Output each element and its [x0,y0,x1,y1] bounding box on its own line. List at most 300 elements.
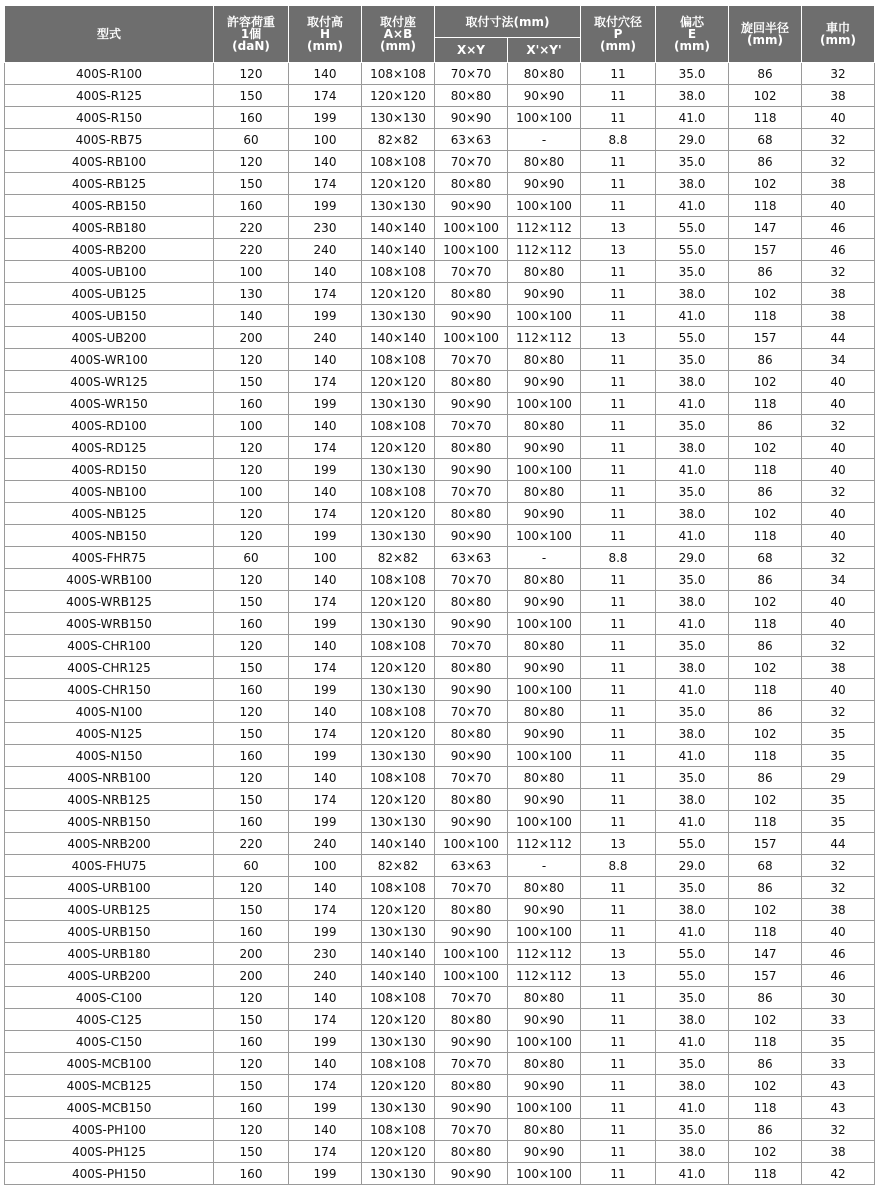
radius-cell: 118 [729,1097,802,1119]
height-cell: 174 [289,899,362,921]
radius-cell: 102 [729,899,802,921]
radius-cell: 86 [729,415,802,437]
offset-cell: 35.0 [656,767,729,789]
radius-cell: 102 [729,283,802,305]
offset-cell: 35.0 [656,415,729,437]
load-cell: 100 [214,415,289,437]
width-cell: 32 [802,701,875,723]
table-row [5,437,875,459]
offset-cell: 38.0 [656,1009,729,1031]
model-cell: 400S-R150 [5,107,214,129]
model-cell: 400S-R125 [5,85,214,107]
load-cell: 100 [214,481,289,503]
hole-cell: 11 [581,1119,656,1141]
height-cell: 140 [289,701,362,723]
mount-xy2-cell: - [508,855,581,877]
width-cell: 32 [802,635,875,657]
hole-cell: 11 [581,151,656,173]
hole-cell: 13 [581,943,656,965]
hole-cell: 11 [581,1141,656,1163]
base-cell: 130×130 [362,679,435,701]
mount-xy-cell: 100×100 [435,833,508,855]
model-cell: 400S-C150 [5,1031,214,1053]
mount-xy2-cell: 112×112 [508,239,581,261]
offset-cell: 41.0 [656,525,729,547]
height-cell: 174 [289,1075,362,1097]
hole-cell: 11 [581,569,656,591]
width-cell: 46 [802,217,875,239]
width-cell: 34 [802,569,875,591]
radius-cell: 118 [729,679,802,701]
width-cell: 32 [802,877,875,899]
mount-xy-cell: 90×90 [435,525,508,547]
base-cell: 108×108 [362,1119,435,1141]
base-cell: 120×120 [362,173,435,195]
mount-xy-cell: 70×70 [435,261,508,283]
base-cell: 130×130 [362,459,435,481]
model-cell: 400S-RB150 [5,195,214,217]
base-cell: 130×130 [362,393,435,415]
width-cell: 40 [802,613,875,635]
mount-xy-cell: 70×70 [435,349,508,371]
mount-xy-cell: 90×90 [435,195,508,217]
radius-cell: 102 [729,591,802,613]
base-cell: 120×120 [362,723,435,745]
height-cell: 174 [289,1009,362,1031]
base-cell: 130×130 [362,305,435,327]
hole-cell: 11 [581,305,656,327]
mount-xy-cell: 70×70 [435,635,508,657]
caster-spec-table [4,5,875,1185]
load-cell: 120 [214,635,289,657]
offset-cell: 41.0 [656,1031,729,1053]
table-row [5,789,875,811]
offset-cell: 38.0 [656,723,729,745]
table-row [5,657,875,679]
offset-cell: 41.0 [656,195,729,217]
offset-cell: 35.0 [656,1119,729,1141]
offset-cell: 35.0 [656,63,729,85]
col-mount-xy2-header: X'×Y' [508,38,581,63]
offset-cell: 29.0 [656,129,729,151]
width-cell: 40 [802,195,875,217]
col-height-header: 取付高 H (mm) [289,6,362,63]
table-row [5,217,875,239]
model-cell: 400S-NB125 [5,503,214,525]
load-cell: 60 [214,129,289,151]
table-row [5,591,875,613]
mount-xy2-cell: 80×80 [508,701,581,723]
base-cell: 120×120 [362,503,435,525]
load-cell: 200 [214,943,289,965]
width-cell: 29 [802,767,875,789]
load-cell: 120 [214,525,289,547]
table-row [5,173,875,195]
col-mount-xy-header: X×Y [435,38,508,63]
table-row [5,613,875,635]
hole-cell: 11 [581,1163,656,1185]
table-row [5,63,875,85]
model-cell: 400S-NRB125 [5,789,214,811]
radius-cell: 102 [729,503,802,525]
base-cell: 120×120 [362,283,435,305]
radius-cell: 68 [729,855,802,877]
hole-cell: 11 [581,85,656,107]
model-cell: 400S-RD150 [5,459,214,481]
mount-xy2-cell: 112×112 [508,965,581,987]
hole-cell: 11 [581,723,656,745]
table-row [5,855,875,877]
hole-cell: 11 [581,1009,656,1031]
radius-cell: 102 [729,723,802,745]
base-cell: 130×130 [362,1163,435,1185]
base-cell: 130×130 [362,525,435,547]
base-cell: 82×82 [362,129,435,151]
model-cell: 400S-RB125 [5,173,214,195]
mount-xy-cell: 80×80 [435,591,508,613]
offset-cell: 35.0 [656,261,729,283]
base-cell: 108×108 [362,767,435,789]
hole-cell: 11 [581,1053,656,1075]
model-cell: 400S-FHU75 [5,855,214,877]
mount-xy-cell: 80×80 [435,85,508,107]
col-model-header: 型式 [5,6,214,63]
width-cell: 38 [802,305,875,327]
mount-xy2-cell: 100×100 [508,745,581,767]
mount-xy-cell: 70×70 [435,1053,508,1075]
offset-cell: 55.0 [656,239,729,261]
height-cell: 174 [289,85,362,107]
mount-xy2-cell: 90×90 [508,437,581,459]
hole-cell: 11 [581,503,656,525]
height-cell: 240 [289,965,362,987]
mount-xy2-cell: 80×80 [508,1053,581,1075]
width-cell: 35 [802,789,875,811]
width-cell: 32 [802,855,875,877]
model-cell: 400S-N125 [5,723,214,745]
width-cell: 34 [802,349,875,371]
width-cell: 32 [802,481,875,503]
height-cell: 100 [289,855,362,877]
load-cell: 120 [214,569,289,591]
height-cell: 140 [289,987,362,1009]
width-cell: 44 [802,833,875,855]
model-cell: 400S-WR150 [5,393,214,415]
width-cell: 38 [802,283,875,305]
width-cell: 35 [802,723,875,745]
offset-cell: 55.0 [656,943,729,965]
load-cell: 60 [214,855,289,877]
height-cell: 174 [289,371,362,393]
mount-xy-cell: 70×70 [435,767,508,789]
mount-xy-cell: 70×70 [435,63,508,85]
mount-xy2-cell: 100×100 [508,459,581,481]
offset-cell: 41.0 [656,811,729,833]
table-row [5,811,875,833]
height-cell: 140 [289,1119,362,1141]
base-cell: 82×82 [362,855,435,877]
col-load-header: 許容荷重 1個 (daN) [214,6,289,63]
offset-cell: 55.0 [656,327,729,349]
mount-xy-cell: 80×80 [435,437,508,459]
width-cell: 32 [802,547,875,569]
radius-cell: 86 [729,349,802,371]
base-cell: 140×140 [362,239,435,261]
mount-xy-cell: 63×63 [435,129,508,151]
radius-cell: 157 [729,833,802,855]
hole-cell: 11 [581,767,656,789]
hole-cell: 11 [581,1097,656,1119]
table-row [5,415,875,437]
height-cell: 230 [289,217,362,239]
load-cell: 160 [214,393,289,415]
table-row [5,349,875,371]
model-cell: 400S-RD100 [5,415,214,437]
hole-cell: 8.8 [581,855,656,877]
load-cell: 120 [214,459,289,481]
load-cell: 160 [214,679,289,701]
mount-xy-cell: 100×100 [435,943,508,965]
mount-xy2-cell: 80×80 [508,635,581,657]
model-cell: 400S-C100 [5,987,214,1009]
hole-cell: 11 [581,679,656,701]
mount-xy-cell: 70×70 [435,701,508,723]
width-cell: 40 [802,921,875,943]
offset-cell: 41.0 [656,745,729,767]
load-cell: 150 [214,657,289,679]
base-cell: 120×120 [362,1075,435,1097]
load-cell: 150 [214,1009,289,1031]
height-cell: 140 [289,481,362,503]
base-cell: 108×108 [362,1053,435,1075]
width-cell: 40 [802,371,875,393]
offset-cell: 41.0 [656,921,729,943]
mount-xy2-cell: 90×90 [508,789,581,811]
table-row [5,151,875,173]
radius-cell: 118 [729,195,802,217]
mount-xy2-cell: 80×80 [508,481,581,503]
radius-cell: 118 [729,393,802,415]
load-cell: 160 [214,1163,289,1185]
width-cell: 33 [802,1009,875,1031]
mount-xy2-cell: 90×90 [508,591,581,613]
table-row [5,767,875,789]
radius-cell: 68 [729,129,802,151]
mount-xy2-cell: 90×90 [508,1141,581,1163]
hole-cell: 11 [581,283,656,305]
model-cell: 400S-PH125 [5,1141,214,1163]
base-cell: 120×120 [362,789,435,811]
hole-cell: 13 [581,833,656,855]
mount-xy-cell: 80×80 [435,1075,508,1097]
mount-xy-cell: 70×70 [435,987,508,1009]
base-cell: 108×108 [362,261,435,283]
model-cell: 400S-RD125 [5,437,214,459]
mount-xy-cell: 80×80 [435,283,508,305]
width-cell: 32 [802,1119,875,1141]
width-cell: 42 [802,1163,875,1185]
table-row [5,635,875,657]
mount-xy-cell: 100×100 [435,239,508,261]
radius-cell: 86 [729,261,802,283]
radius-cell: 157 [729,239,802,261]
mount-xy-cell: 80×80 [435,1009,508,1031]
load-cell: 100 [214,261,289,283]
col-width-header: 車巾 (mm) [802,6,875,63]
model-cell: 400S-R100 [5,63,214,85]
model-cell: 400S-UB200 [5,327,214,349]
offset-cell: 35.0 [656,481,729,503]
load-cell: 150 [214,591,289,613]
offset-cell: 41.0 [656,1163,729,1185]
mount-xy-cell: 70×70 [435,569,508,591]
table-row [5,107,875,129]
base-cell: 140×140 [362,833,435,855]
load-cell: 120 [214,1053,289,1075]
width-cell: 38 [802,85,875,107]
radius-cell: 86 [729,701,802,723]
hole-cell: 11 [581,745,656,767]
base-cell: 130×130 [362,613,435,635]
width-cell: 35 [802,1031,875,1053]
width-cell: 38 [802,657,875,679]
width-cell: 30 [802,987,875,1009]
height-cell: 174 [289,503,362,525]
table-row [5,305,875,327]
load-cell: 120 [214,151,289,173]
height-cell: 140 [289,261,362,283]
mount-xy2-cell: 90×90 [508,173,581,195]
radius-cell: 102 [729,1009,802,1031]
offset-cell: 41.0 [656,1097,729,1119]
mount-xy-cell: 80×80 [435,1141,508,1163]
height-cell: 199 [289,745,362,767]
mount-xy2-cell: 100×100 [508,679,581,701]
model-cell: 400S-MCB100 [5,1053,214,1075]
load-cell: 150 [214,1141,289,1163]
hole-cell: 11 [581,1075,656,1097]
height-cell: 174 [289,789,362,811]
mount-xy2-cell: 80×80 [508,63,581,85]
height-cell: 199 [289,1031,362,1053]
mount-xy2-cell: 90×90 [508,85,581,107]
table-row [5,1053,875,1075]
model-cell: 400S-CHR100 [5,635,214,657]
table-row [5,833,875,855]
height-cell: 140 [289,569,362,591]
mount-xy-cell: 90×90 [435,305,508,327]
load-cell: 120 [214,1119,289,1141]
mount-xy-cell: 80×80 [435,173,508,195]
width-cell: 40 [802,591,875,613]
mount-xy-cell: 90×90 [435,745,508,767]
offset-cell: 38.0 [656,371,729,393]
mount-xy2-cell: 90×90 [508,723,581,745]
load-cell: 160 [214,1097,289,1119]
offset-cell: 41.0 [656,107,729,129]
model-cell: 400S-UB150 [5,305,214,327]
height-cell: 199 [289,393,362,415]
table-row [5,899,875,921]
height-cell: 140 [289,767,362,789]
hole-cell: 11 [581,261,656,283]
mount-xy-cell: 100×100 [435,217,508,239]
offset-cell: 35.0 [656,987,729,1009]
offset-cell: 38.0 [656,899,729,921]
mount-xy2-cell: 80×80 [508,151,581,173]
base-cell: 108×108 [362,63,435,85]
height-cell: 174 [289,591,362,613]
table-row [5,525,875,547]
hole-cell: 8.8 [581,547,656,569]
model-cell: 400S-WR125 [5,371,214,393]
hole-cell: 11 [581,415,656,437]
model-cell: 400S-CHR150 [5,679,214,701]
model-cell: 400S-WR100 [5,349,214,371]
mount-xy2-cell: 100×100 [508,1031,581,1053]
load-cell: 150 [214,371,289,393]
base-cell: 130×130 [362,195,435,217]
mount-xy2-cell: 80×80 [508,877,581,899]
hole-cell: 11 [581,393,656,415]
base-cell: 120×120 [362,1009,435,1031]
radius-cell: 102 [729,173,802,195]
mount-xy-cell: 90×90 [435,613,508,635]
load-cell: 160 [214,921,289,943]
base-cell: 108×108 [362,877,435,899]
offset-cell: 38.0 [656,85,729,107]
offset-cell: 38.0 [656,437,729,459]
mount-xy-cell: 90×90 [435,811,508,833]
mount-xy-cell: 63×63 [435,855,508,877]
base-cell: 130×130 [362,1097,435,1119]
mount-xy2-cell: 90×90 [508,283,581,305]
mount-xy2-cell: 112×112 [508,217,581,239]
height-cell: 199 [289,921,362,943]
height-cell: 230 [289,943,362,965]
height-cell: 199 [289,195,362,217]
base-cell: 130×130 [362,1031,435,1053]
offset-cell: 35.0 [656,569,729,591]
mount-xy2-cell: 112×112 [508,833,581,855]
width-cell: 40 [802,107,875,129]
spec-table-container [4,5,874,1185]
width-cell: 32 [802,63,875,85]
load-cell: 150 [214,1075,289,1097]
base-cell: 140×140 [362,943,435,965]
hole-cell: 11 [581,877,656,899]
mount-xy2-cell: 80×80 [508,767,581,789]
table-row [5,943,875,965]
radius-cell: 68 [729,547,802,569]
radius-cell: 86 [729,481,802,503]
model-cell: 400S-N100 [5,701,214,723]
base-cell: 108×108 [362,635,435,657]
height-cell: 174 [289,657,362,679]
mount-xy2-cell: 80×80 [508,987,581,1009]
base-cell: 140×140 [362,965,435,987]
height-cell: 240 [289,833,362,855]
model-cell: 400S-PH100 [5,1119,214,1141]
hole-cell: 11 [581,987,656,1009]
base-cell: 130×130 [362,745,435,767]
table-row [5,327,875,349]
table-row [5,1031,875,1053]
load-cell: 200 [214,965,289,987]
base-cell: 120×120 [362,437,435,459]
offset-cell: 35.0 [656,877,729,899]
radius-cell: 118 [729,745,802,767]
